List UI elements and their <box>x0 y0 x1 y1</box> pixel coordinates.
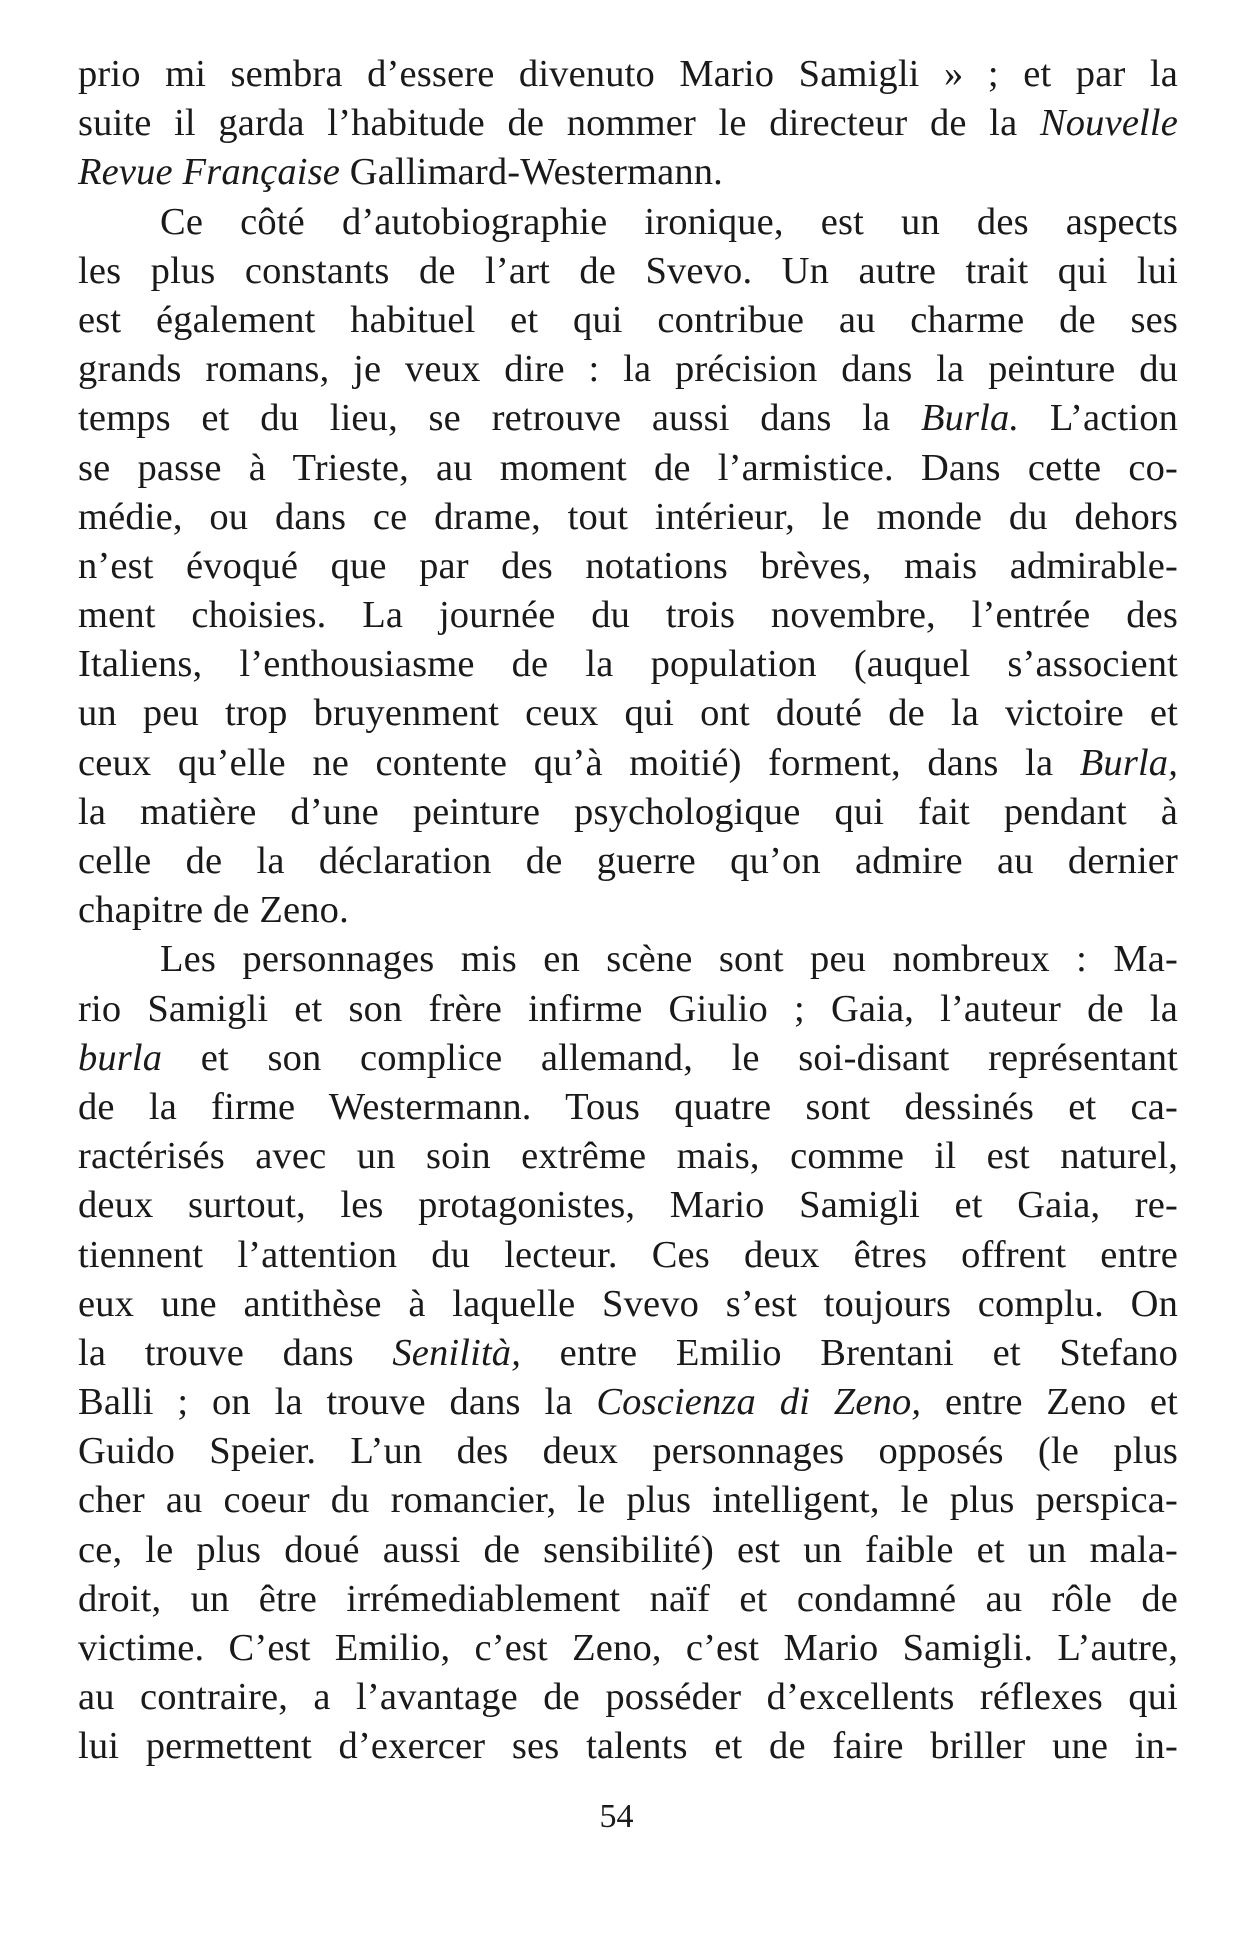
text-line <box>78 542 1178 591</box>
text-line <box>78 689 1178 738</box>
text-run: médie, ou dans ce drame, tout intérieur, le monde du dehors <box>78 495 1178 538</box>
italic-text: burla <box>78 1036 163 1079</box>
text-line <box>78 50 1178 99</box>
text-line <box>78 296 1178 345</box>
text-run: la matière d’une peinture psychologique qui fait pendant à <box>78 790 1178 833</box>
text-run: entre Emilio Brentani et Stefano <box>520 1331 1178 1374</box>
text-run: L’action <box>1019 397 1178 440</box>
text-line <box>78 1034 1178 1083</box>
text-run: temps et du lieu, se retrouve aussi dans la <box>78 397 921 440</box>
text-run: deux surtout, les protagonistes, Mario Samigli et Gaia, re- <box>78 1184 1178 1227</box>
text-run: lui permettent d’exercer ses talents et de faire briller une in- <box>78 1725 1178 1768</box>
text-run: celle de la déclaration de guerre qu’on admire au dernier <box>78 840 1178 882</box>
text-line <box>78 1132 1178 1181</box>
text-line <box>78 394 1178 443</box>
text-line <box>78 739 1178 788</box>
text-run: n’est évoqué que par des notations brèves, mais admirable- <box>78 544 1178 587</box>
text-line <box>78 1722 1178 1771</box>
text-run: au contraire, a l’avantage de posséder d’excellents réflexes qui <box>78 1676 1178 1719</box>
page-number: 54 <box>599 1798 634 1835</box>
text-line <box>78 1476 1178 1525</box>
text-run: prio mi sembra d’essere divenuto Mario Samigli » ; et par la <box>78 53 1178 95</box>
italic-text: Burla. <box>920 397 1020 440</box>
text-run: Gallimard-Westermann. <box>340 151 723 194</box>
text-run: se passe à Trieste, au moment de l’armistice. Dans cette co- <box>78 446 1178 489</box>
text-run: Guido Speier. L’un des deux personnages opposés (le plus <box>78 1430 1178 1473</box>
text-run: cher au coeur du romancier, le plus intelligent, le plus perspica- <box>78 1479 1178 1522</box>
italic-text: Senilità, <box>392 1331 521 1374</box>
text-line <box>78 345 1178 394</box>
text-run: Italiens, l’enthousiasme de la population (auquel s’associent <box>78 643 1178 686</box>
text-run: ment choisies. La journée du trois novembre, l’entrée des <box>78 594 1178 637</box>
text-run: de la firme Westermann. Tous quatre sont dessinés et ca- <box>78 1085 1178 1128</box>
text-line <box>78 886 1178 935</box>
text-run: Balli ; on la trouve dans la <box>78 1381 597 1424</box>
italic-text: Nouvelle <box>1039 102 1178 145</box>
text-run: les plus constants de l’art de Svevo. Un autre trait qui lui <box>78 249 1178 292</box>
text-line <box>78 1083 1178 1132</box>
text-line <box>78 247 1178 296</box>
text-run: droit, un être irrémediablement naïf et condamné au rôle de <box>78 1577 1178 1620</box>
text-line <box>78 1231 1178 1280</box>
text-line <box>78 935 1178 984</box>
text-run: Ce côté d’autobiographie ironique, est un des aspects <box>160 200 1178 243</box>
text-line <box>78 1378 1178 1427</box>
text-line <box>78 788 1178 837</box>
text-line <box>78 493 1178 542</box>
text-run: Les personnages mis en scène sont peu nombreux : Ma- <box>160 938 1178 981</box>
text-run: est également habituel et qui contribue au charme de ses <box>78 298 1178 341</box>
italic-text: Coscienza di Zeno, <box>596 1381 922 1424</box>
text-run: ractérisés avec un soin extrême mais, comme il est naturel, <box>78 1135 1178 1178</box>
text-line <box>78 444 1178 493</box>
text-line <box>78 1280 1178 1329</box>
text-run: un peu trop bruyenment ceux qui ont douté de la victoire et <box>78 692 1178 735</box>
text-run: et son complice allemand, le soi-disant représentant <box>162 1036 1178 1079</box>
text-line <box>78 99 1178 148</box>
text-run: ce, le plus doué aussi de sensibilité) est un faible et un mala- <box>78 1528 1178 1571</box>
text-run: ceux qu’elle ne contente qu’à moitié) forment, dans la <box>78 741 1080 784</box>
text-line <box>78 198 1178 247</box>
text-line <box>78 1181 1178 1230</box>
text-line <box>78 1427 1178 1476</box>
text-line <box>78 837 1178 886</box>
italic-text: Burla, <box>1079 741 1178 784</box>
text-run: la trouve dans <box>78 1331 393 1374</box>
text-run: tiennent l’attention du lecteur. Ces deux êtres offrent entre <box>78 1233 1178 1276</box>
text-run: chapitre de Zeno. <box>78 889 349 932</box>
text-run: victime. C’est Emilio, c’est Zeno, c’est Mario Samigli. L’autre, <box>78 1627 1178 1669</box>
text-run: eux une antithèse à laquelle Svevo s’est toujours complu. On <box>78 1282 1178 1325</box>
text-run: suite il garda l’habitude de nommer le directeur de la <box>78 102 1040 145</box>
text-line <box>78 985 1178 1034</box>
text-line <box>78 640 1178 689</box>
text-line <box>78 1575 1178 1624</box>
text-run: entre Zeno et <box>921 1381 1178 1424</box>
text-run: rio Samigli et son frère infirme Giulio ; Gaia, l’auteur de la <box>78 987 1178 1030</box>
body-text <box>78 50 1178 1772</box>
text-line <box>78 148 1178 197</box>
text-line <box>78 1673 1178 1722</box>
text-line <box>78 1329 1178 1378</box>
text-run: grands romans, je veux dire : la précision dans la peinture du <box>78 348 1178 391</box>
text-line <box>78 1624 1178 1673</box>
text-line <box>78 591 1178 640</box>
text-line <box>78 1526 1178 1575</box>
italic-text: Revue Française <box>78 151 341 194</box>
